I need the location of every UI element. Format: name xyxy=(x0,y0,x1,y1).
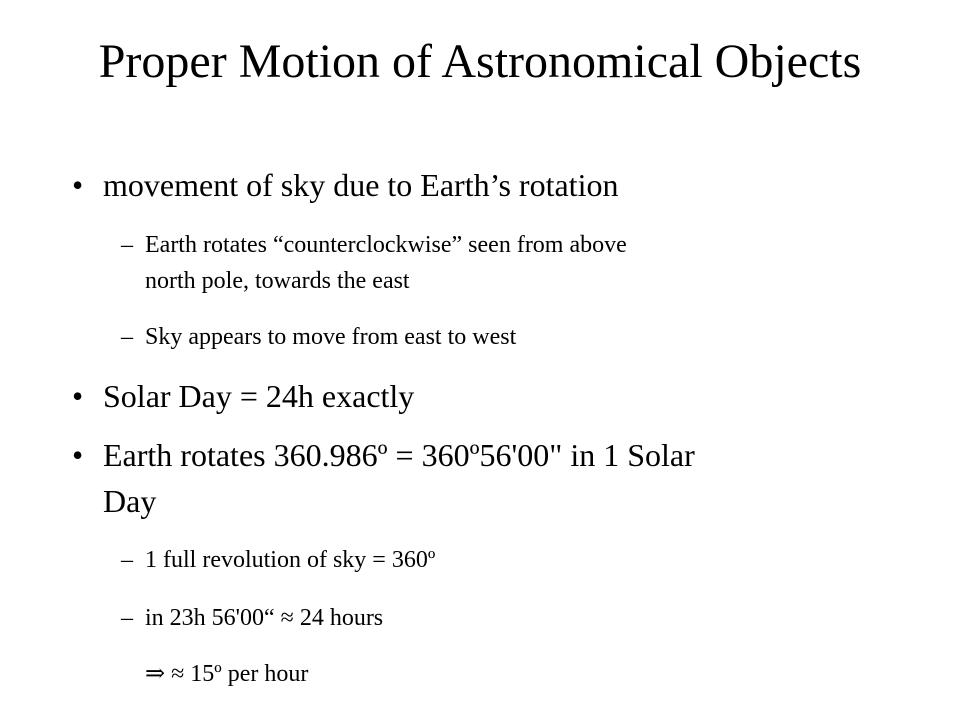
bullet-marker: • xyxy=(72,167,84,203)
dash-marker: – xyxy=(121,547,133,573)
dash-marker: – xyxy=(121,232,133,258)
sub-bullet-text-counterclockwise-line2: north pole, towards the east xyxy=(145,268,410,294)
sub-bullet-text-degrees-per-hour: ⇒ ≈ 15º per hour xyxy=(145,661,309,687)
bullet-marker: • xyxy=(72,378,84,414)
slide-title: Proper Motion of Astronomical Objects xyxy=(98,35,862,88)
bullet-text-earth-rotates-line1: Earth rotates 360.986º = 360º56'00" in 1 Solar xyxy=(103,437,695,473)
sub-bullet-text-sidereal-time: in 23h 56'00“ ≈ 24 hours xyxy=(145,605,384,631)
bullet-text-rotation: movement of sky due to Earth’s rotation xyxy=(103,167,619,203)
dash-marker: – xyxy=(121,324,133,350)
sub-bullet-text-full-revolution: 1 full revolution of sky = 360º xyxy=(145,547,436,573)
bullet-marker: • xyxy=(72,437,84,473)
dash-marker: – xyxy=(121,605,133,631)
bullet-text-solar-day: Solar Day = 24h exactly xyxy=(103,378,415,414)
sub-bullet-text-sky-motion: Sky appears to move from east to west xyxy=(145,324,517,350)
sub-bullet-text-counterclockwise-line1: Earth rotates “counterclockwise” seen from above xyxy=(145,232,627,258)
bullet-text-earth-rotates-line2: Day xyxy=(103,483,157,519)
